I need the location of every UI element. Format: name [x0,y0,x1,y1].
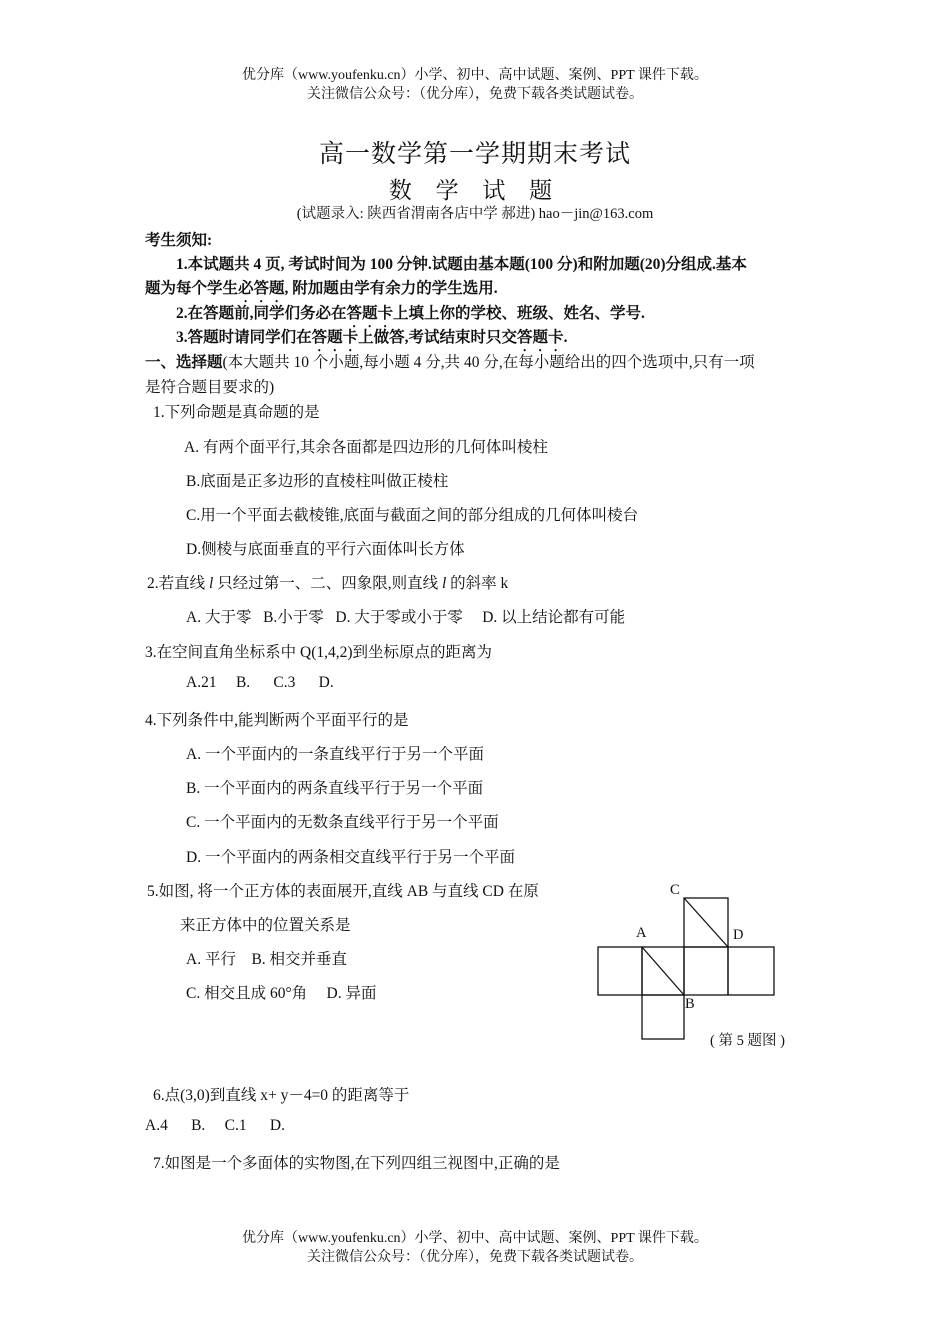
section1-heading-cont: 是符合题目要求的) [145,379,275,396]
q5-stem-cont: 来正方体中的位置关系是 [180,917,351,934]
q3-options: A.21 B. C.3 D. [186,674,334,691]
figure-caption: ( 第 5 题图 ) [710,1033,785,1049]
q2-options: A. 大于零 B.小于零 D. 大于零或小于零 D. 以上结论都有可能 [186,609,626,626]
q3-stem: 3.在空间直角坐标系中 Q(1,4,2)到坐标原点的距离为 [145,644,493,661]
q5-options-cd: C. 相交且成 60°角 D. 异面 [186,985,377,1002]
notice-heading: 考生须知: [145,232,213,249]
figure-label-d: D [733,927,744,943]
q1-option-a: A. 有两个面平行,其余各面都是四边形的几何体叫棱柱 [184,439,548,456]
notice-item-1-cont: 题为每个学生必答题, 附加题由学有余力的学生选用. [145,280,498,297]
net-face-right [728,947,774,995]
header-line-2: 关注微信公众号：（优分库），免费下载各类试题试卷。 [307,87,643,102]
q4-option-d: D. 一个平面内的两条相交直线平行于另一个平面 [186,849,515,866]
q5-stem: 5.如图, 将一个正方体的表面展开,直线 AB 与直线 CD 在原 [147,883,539,900]
notice-item-2: 2.在答题前,同学们务必在答题卡上填上你的学校、班级、姓名、学号. [176,305,645,322]
q1-option-b: B.底面是正多边形的直棱柱叫做正棱柱 [186,473,449,490]
net-face-left [598,947,642,995]
header-line-1: 优分库（www.youfenku.cn）小学、初中、高中试题、案例、PPT 课件下载。 [242,68,708,83]
q7-stem: 7.如图是一个多面体的实物图,在下列四组三视图中,正确的是 [153,1155,560,1172]
q6-options: A.4 B. C.1 D. [145,1117,285,1134]
q1-option-d: D.侧棱与底面垂直的平行六面体叫长方体 [186,541,465,558]
figure-label-b: B [685,996,695,1012]
footer-line-2: 关注微信公众号：（优分库），免费下载各类试题试卷。 [307,1250,643,1265]
figure-label-a: A [636,925,647,941]
q1-stem: 1.下列命题是真命题的是 [153,404,320,421]
section1-heading: 一、选择题(本大题共 10 个小题,每小题 4 分,共 40 分,在每小题给出的四个选项中,只有一项 [145,354,755,371]
figure-label-c: C [670,882,680,898]
q6-stem: 6.点(3,0)到直线 x+ y－4=0 的距离等于 [153,1087,410,1104]
footer-line-1: 优分库（www.youfenku.cn）小学、初中、高中试题、案例、PPT 课件下载。 [242,1231,708,1246]
net-face-center-right [684,947,728,995]
q4-option-a: A. 一个平面内的一条直线平行于另一个平面 [186,746,484,763]
q5-options-ab: A. 平行 B. 相交并垂直 [186,951,348,968]
q4-option-b: B. 一个平面内的两条直线平行于另一个平面 [186,780,484,797]
exam-source: (试题录入: 陕西省渭南各店中学 郝进) hao－jin@163.com [296,206,654,222]
net-diagonal-ab [642,947,684,995]
exam-title: 高一数学第一学期期末考试 [318,141,631,168]
notice-item-3: 3.答题时请同学们在答题卡上做答,考试结束时只交答题卡. [176,329,568,346]
q4-option-c: C. 一个平面内的无数条直线平行于另一个平面 [186,814,499,831]
notice-item-1: 1.本试题共 4 页, 考试时间为 100 分钟.试题由基本题(100 分)和附加题(20)分组成.基本 [176,256,747,273]
cube-net-figure [590,880,790,1050]
net-diagonal-cd [684,898,728,947]
net-face-bottom [642,995,684,1039]
q2-stem: 2.若直线 l 只经过第一、二、四象限,则直线 l 的斜率 k [147,575,509,592]
q1-option-c: C.用一个平面去截棱锥,底面与截面之间的部分组成的几何体叫棱台 [186,507,639,524]
q4-stem: 4.下列条件中,能判断两个平面平行的是 [145,712,409,729]
exam-subtitle: 数 学 试 题 [388,178,562,203]
